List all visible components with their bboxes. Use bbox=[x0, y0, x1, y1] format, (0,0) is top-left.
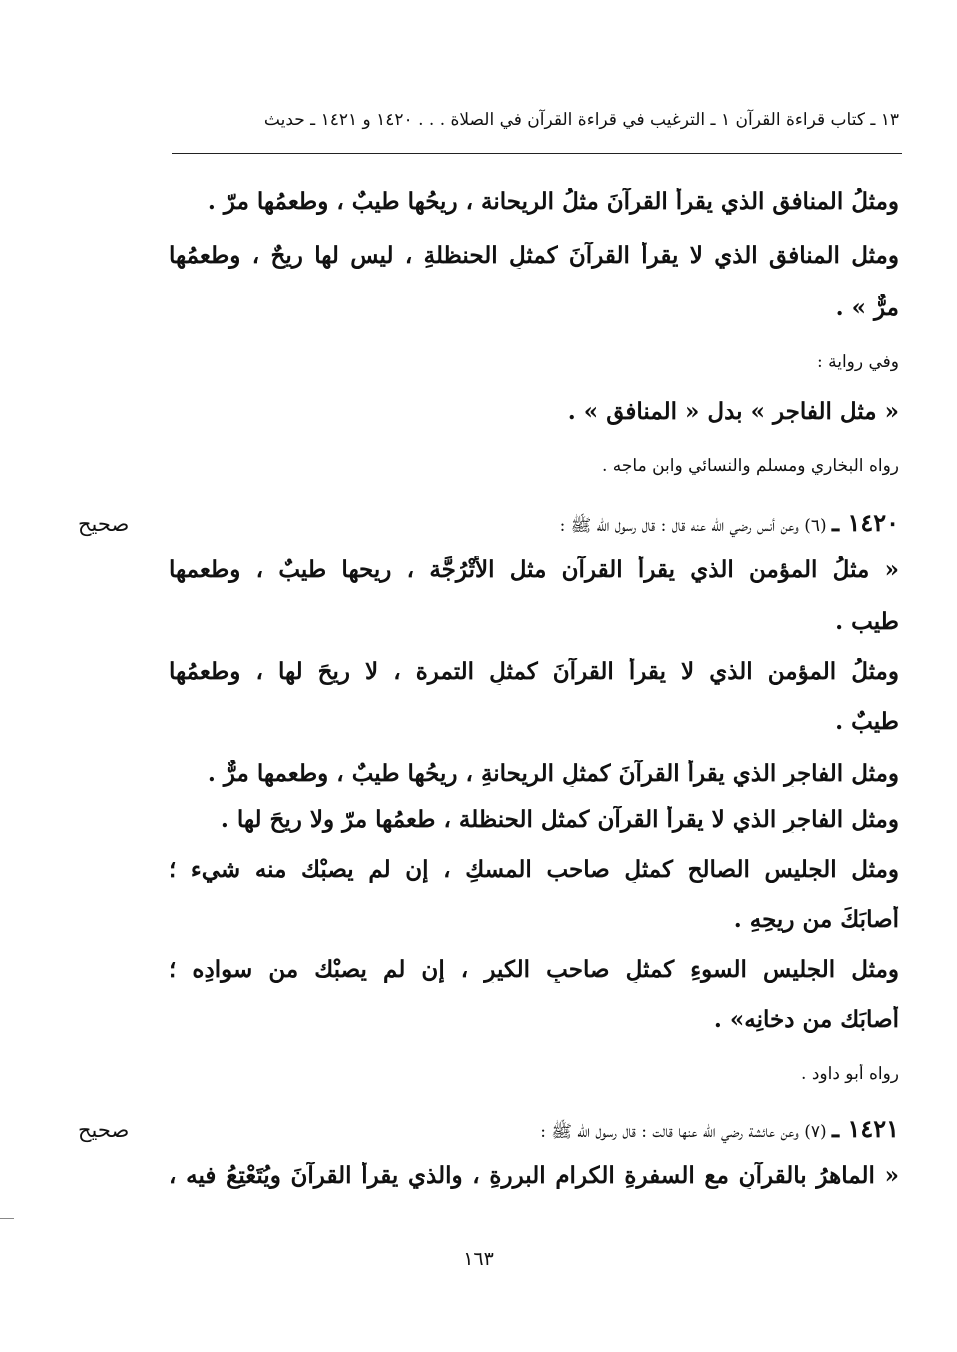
text-line: ومثلُ المؤمنِ الذي لا يقرأُ القرآنَ كمثلِ التمرة ، لا ريحَ لها ، وطعمُها bbox=[169, 658, 899, 685]
source-citation: رواه أبو داود . bbox=[801, 1064, 899, 1084]
text-line: طيب . bbox=[835, 608, 899, 635]
text-line: وفي رواية : bbox=[816, 352, 899, 372]
grade-label: صحيح bbox=[78, 1118, 130, 1142]
hadith-header-1421 bbox=[169, 1114, 899, 1146]
grade-label: صحيح bbox=[78, 512, 130, 536]
running-header: ١٣ ـ كتاب قراءة القرآن ١ ـ الترغيب في قراءة القرآن في الصلاة . . . ١٤٢٠ و ١٤٢١ ـ حديث bbox=[263, 110, 899, 130]
text-line: « الماهرُ بالقرآنِ مع السفرةِ الكرامِ البررةِ ، والذي يقرأُ القرآنَ ويُتَعْتِعُ فيه ، bbox=[169, 1162, 899, 1189]
hadith-header-1420 bbox=[169, 508, 899, 540]
hadith-intro: (٦) وعن أنس رضي الله عنه قال : قال رسول الله ﷺ : bbox=[559, 516, 833, 536]
text-line: ومثل الفاجرِ الذي لا يقرأ القرآن كمثل الحنظلة ، طعمُها مرّ ولا ريحَ لها . bbox=[220, 806, 899, 833]
text-line: ومثل الجليس السوءِ كمثلِ صاحبِ الكيرِ ، إن لم يصبْك من سوادِه ؛ bbox=[169, 956, 899, 983]
text-line: أصابَك من دخانِه» . bbox=[713, 1006, 899, 1033]
source-citation: رواه البخاري ومسلم والنسائي وابن ماجه . bbox=[601, 456, 899, 476]
hadith-number: ١٤٢٠ ـ bbox=[832, 508, 899, 537]
page-number: ١٦٣ bbox=[463, 1248, 494, 1270]
hadith-intro: (٧) وعن عائشة رضي الله عنها قالت : قال رسول الله ﷺ : bbox=[540, 1122, 833, 1142]
text-line: ومثلُ المنافقِ الذي يقرأُ القرآنَ مثلُ الريحانة ، ريحُها طيبٌ ، وطعمُها مرّ . bbox=[207, 188, 899, 215]
text-line: ومثل الجليس الصالح كمثلِ صاحب المسكِ ، إن لم يصبْك منه شيء ؛ bbox=[169, 856, 899, 883]
text-line: ومثل الفاجرِ الذي يقرأُ القرآنَ كمثلِ الريحانةِ ، ريحُها طيبٌ ، وطعمها مرٌّ . bbox=[207, 760, 899, 787]
text-line: « مثل الفاجر » بدل « المنافق » . bbox=[567, 398, 899, 425]
text-line: أصابَكَ من ريحِهِ . bbox=[733, 906, 899, 933]
text-line: « مثلُ المؤمنِ الذي يقرأ القرآن مثل الأُتْرُجَّة ، ريحها طيبٌ ، وطعمها bbox=[169, 556, 899, 583]
text-line: طيبٌ . bbox=[835, 708, 899, 735]
text-line: ومثل المنافق الذي لا يقرأ القرآنَ كمثلِ الحنظلةِ ، ليس لها ريحٌ ، وطعمُها bbox=[169, 242, 899, 269]
text-line: مرٌّ » . bbox=[835, 294, 899, 321]
margin-mark bbox=[0, 1218, 14, 1219]
hadith-number: ١٤٢١ ـ bbox=[832, 1114, 899, 1143]
header-rule bbox=[172, 153, 902, 154]
